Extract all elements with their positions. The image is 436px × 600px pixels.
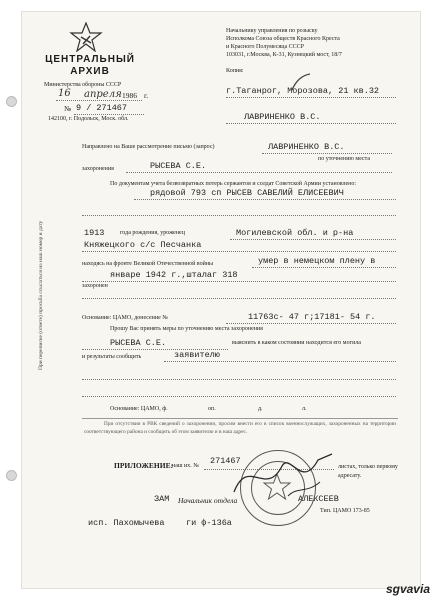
name-underline (226, 123, 396, 124)
side-note: При переписке (ответе) просьба ссылаться на наш номер и дату (38, 220, 44, 370)
letter-date-year: 1986 (122, 91, 137, 100)
sender-name: ЛАВРИНЕНКО В.С. (268, 142, 345, 152)
attachment-ref: наш их. № (172, 463, 199, 469)
fate-underline (252, 267, 396, 268)
blank-line-3 (82, 396, 396, 397)
punch-hole (6, 96, 17, 107)
docs-label: По документам учета безвозвратных потерь сержантов и солдат Советской Армии установлено: (110, 181, 356, 187)
soldier-underline (134, 199, 396, 200)
binder-margin (0, 0, 22, 600)
basis-underline (226, 323, 396, 324)
front-label: находясь на фронте Великой Отечественной войны (82, 261, 214, 267)
request-name: РЫСЕВА С.Е. (110, 338, 167, 348)
blank-line-2 (82, 379, 396, 380)
burial-underline (126, 172, 392, 173)
date-underline (56, 100, 142, 101)
birth-underline (230, 239, 396, 240)
form-code: ги ф-136а (186, 518, 232, 528)
fate2-underline (82, 281, 396, 282)
letter-date-month: апреля (84, 89, 122, 100)
print-code: Тип. ЦАМО 173-85 (320, 508, 370, 514)
fate-value: умер в немецком плену в (258, 256, 376, 266)
watermark-logo: sgvavia (385, 582, 430, 596)
basis-label: Основание: ЦАМО, донесение № (82, 315, 168, 321)
basis2-label: Основание: ЦАМО, ф. (110, 406, 168, 412)
l-label: л. (302, 406, 307, 412)
soldier-record: рядовой 793 сп РЫСЕВ САВЕЛИЙ ЕЛИСЕЕВИЧ (150, 188, 344, 198)
chief-label: Начальник отдела (178, 496, 238, 505)
blank-line (82, 215, 396, 216)
sheets-note: листах, только первому адресату. (338, 464, 398, 479)
number-prefix: № (64, 104, 72, 113)
outgoing-number: 9 / 271467 (76, 103, 128, 113)
ministry-name: Министерства обороны СССР (44, 82, 122, 88)
rvk-note: При отсутствии в РВК сведений о захоронении, просим внести его в список военнослужащих, захороненных на территории соответствующего района и сообщить об этом заявителю и в наш адрес. (84, 421, 396, 435)
basis-value: 11763с- 47 г;17181- 54 г. (248, 312, 376, 322)
archive-name: ЦЕНТРАЛЬНЫЙ АРХИВ (45, 54, 135, 77)
request-tail: выяснить в каком состоянии находится его могила (232, 340, 361, 346)
addressee-line-2: Исполкома Союза обществ Красного Креста (226, 36, 340, 42)
letter-date-year-suffix: г. (144, 91, 149, 100)
address-underline (226, 97, 396, 98)
inform-label: и результаты сообщить (82, 354, 142, 360)
burial-name: РЫСЕВА С.Е. (150, 161, 207, 171)
recipient-name: ЛАВРИНЕНКО В.С. (244, 112, 321, 122)
request-label: Прошу Вас принять меры по уточнению места захоронения (110, 326, 263, 332)
inform-value: заявителю (174, 350, 220, 360)
buried-underline (82, 298, 396, 299)
birth-label: года рождения, уроженец (120, 230, 185, 236)
punch-hole (6, 470, 17, 481)
birth-place-2: Княжецкого с/с Песчанка (84, 240, 202, 250)
sender-underline (262, 153, 392, 154)
deputy-label: ЗАМ (154, 494, 170, 504)
divider (82, 418, 398, 419)
birth-place-1: Могилевской обл. и р-на (236, 228, 354, 238)
residence-label: по уточнению места (318, 156, 371, 162)
birth2-underline (82, 251, 396, 252)
addressee-line-4: 103031, г.Москва, К-31, Кузнецкий мост, 18/7 (226, 52, 342, 58)
number-underline (74, 114, 144, 115)
burial-label: захоронения (82, 166, 114, 172)
copy-label: Копия: (226, 68, 244, 74)
birth-year: 1913 (84, 228, 105, 238)
archive-address: 142100, г. Подольск, Моск. обл. (48, 116, 129, 122)
addressee-line-3: и Красного Полумесяца СССР (226, 44, 304, 50)
op-label: оп. (208, 406, 216, 412)
addressee-line-1: Начальнику управления по розыску (226, 28, 318, 34)
fate-date: январе 1942 г.,шталаг 318 (110, 270, 238, 280)
attachment-label: ПРИЛОЖЕНИЕ: (114, 461, 174, 470)
recipient-address: г.Таганрог, Морозова, 21 кв.32 (226, 86, 380, 96)
handwritten-signature (228, 446, 338, 506)
chief-name: АЛЕКСЕЕВ (298, 494, 339, 504)
buried-label: захоронен (82, 283, 108, 289)
d-label: д. (258, 406, 263, 412)
performer-name: исп. Пахомычева (88, 518, 165, 528)
sent-label: Направлено на Ваше рассмотрение письмо (запрос) (82, 144, 215, 150)
inform-underline (164, 361, 396, 362)
attachment-number: 271467 (210, 456, 241, 466)
letter-date-day: 16 (58, 88, 71, 99)
star-emblem-icon (68, 22, 104, 52)
